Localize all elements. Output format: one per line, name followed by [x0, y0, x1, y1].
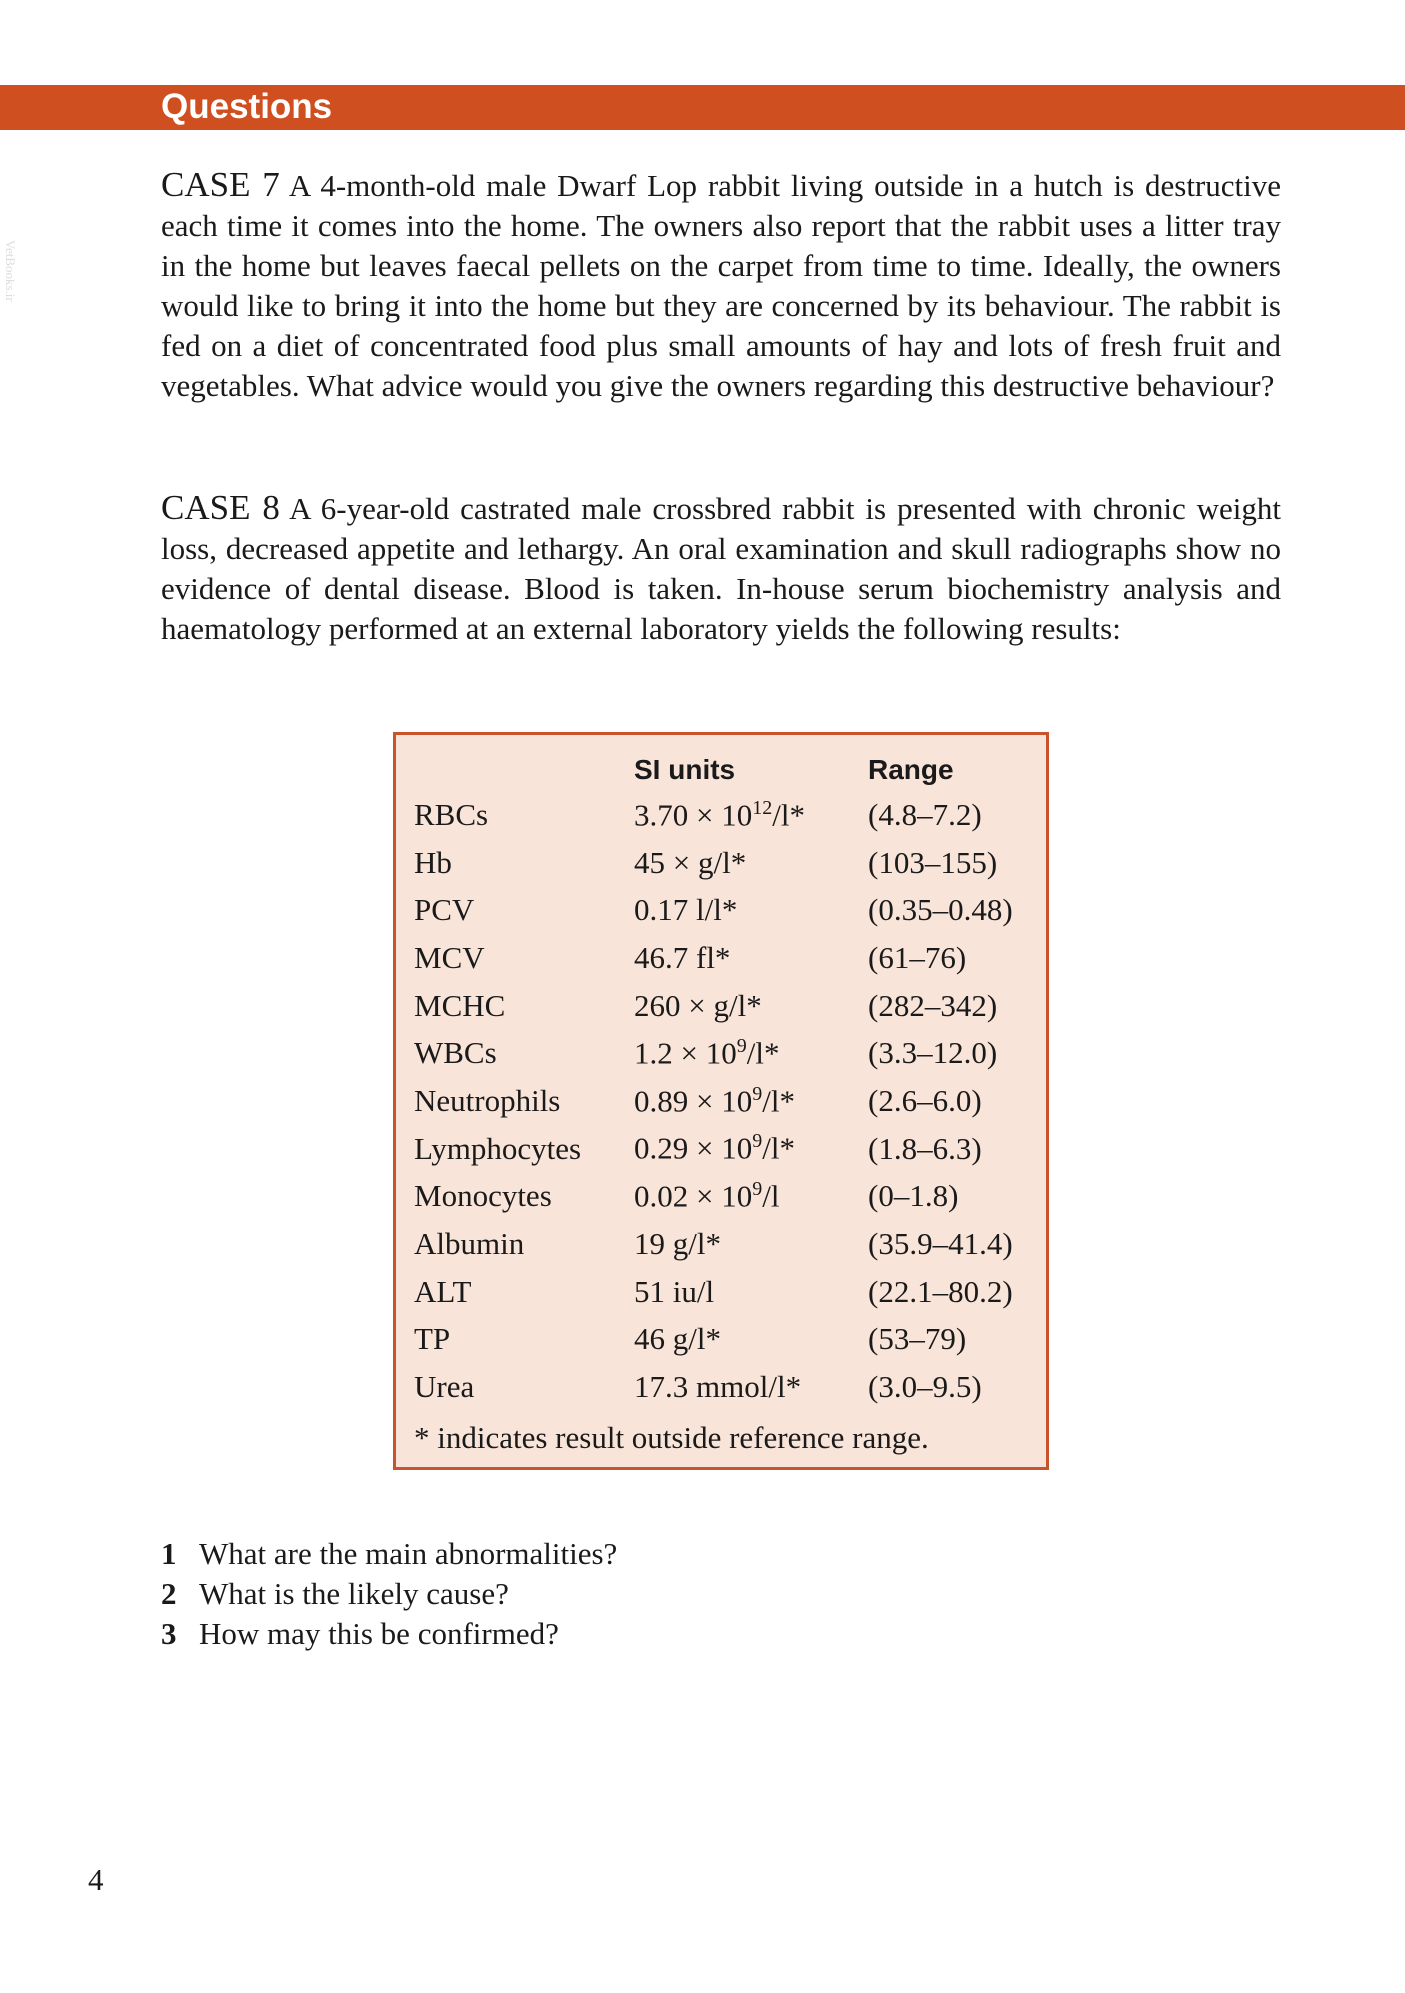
- table-row: [414, 1268, 1038, 1316]
- si-value: [634, 1077, 868, 1125]
- case-8-label: CASE 8: [161, 488, 280, 527]
- column-header-range: Range: [868, 754, 954, 785]
- si-value-main: 45 × g/l*: [634, 844, 747, 880]
- reference-range: (22.1–80.2): [868, 1273, 1013, 1309]
- si-value-exponent: 9: [736, 1035, 747, 1058]
- si-value-exponent: 12: [752, 796, 773, 819]
- table-row: [414, 1316, 1038, 1364]
- parameter-name: WBCs: [414, 1035, 497, 1071]
- si-value: [634, 886, 868, 934]
- si-value: [634, 791, 868, 839]
- question-text: What are the main abnormalities?: [199, 1536, 618, 1571]
- si-value: [634, 1173, 868, 1221]
- si-value-unit: /l*: [762, 1130, 795, 1166]
- si-value-main: 17.3 mmol/l*: [634, 1369, 802, 1405]
- si-value-exponent: 9: [752, 1130, 763, 1153]
- reference-range: (0–1.8): [868, 1178, 959, 1214]
- si-value-exponent: 9: [752, 1082, 763, 1105]
- case-7-label: CASE 7: [161, 165, 280, 204]
- parameter-name: MCV: [414, 939, 485, 975]
- parameter-name: PCV: [414, 892, 475, 928]
- case-7-paragraph: [161, 165, 1281, 406]
- si-value-main: 0.89 × 10: [634, 1083, 753, 1119]
- table-row: [414, 1029, 1038, 1077]
- si-value-unit: /l: [762, 1178, 780, 1214]
- si-value-main: 3.70 × 10: [634, 797, 753, 832]
- si-value-exponent: 9: [752, 1178, 763, 1201]
- question-text: What is the likely cause?: [199, 1576, 509, 1611]
- table-row: [414, 1077, 1038, 1125]
- table-row: [414, 1363, 1038, 1411]
- parameter-name: RBCs: [414, 796, 489, 832]
- parameter-name: Albumin: [414, 1226, 525, 1262]
- si-value: [634, 839, 868, 887]
- si-value-main: 19 g/l*: [634, 1226, 721, 1262]
- si-value-unit: /l*: [762, 1083, 795, 1119]
- si-value: [634, 1363, 868, 1411]
- parameter-name: ALT: [414, 1273, 472, 1309]
- question-item: [161, 1574, 617, 1614]
- reference-range: (61–76): [868, 939, 967, 975]
- si-value: [634, 1316, 868, 1364]
- reference-range: (4.8–7.2): [868, 796, 982, 832]
- case-8-text: A 6-year-old castrated male crossbred rabbit is presented with chronic weight loss, decreased appetite and lethargy. An oral examination and skull radiographs show no evidence of dental disease. Blood is taken. In-house serum biochemistry analysis and haematology performed at an external laboratory yields the following results:: [161, 491, 1282, 646]
- table-row: [414, 1220, 1038, 1268]
- case-8-paragraph: [161, 488, 1281, 649]
- table-footnote: * indicates result outside reference range.: [414, 1420, 929, 1455]
- reference-range: (3.3–12.0): [868, 1035, 998, 1071]
- si-value-main: 46 g/l*: [634, 1321, 721, 1357]
- lab-results-body: [414, 791, 1038, 1411]
- watermark: VetBooks.ir: [3, 240, 18, 302]
- reference-range: (282–342): [868, 987, 998, 1023]
- si-value: [634, 934, 868, 982]
- parameter-name: Urea: [414, 1369, 475, 1405]
- si-value-unit: /l*: [772, 797, 805, 832]
- question-item: [161, 1534, 617, 1574]
- si-value-main: 51 iu/l: [634, 1273, 715, 1309]
- question-number: 1: [161, 1536, 177, 1571]
- reference-range: (2.6–6.0): [868, 1082, 982, 1118]
- questions-list: [161, 1534, 617, 1654]
- parameter-name: Monocytes: [414, 1178, 552, 1214]
- reference-range: (35.9–41.4): [868, 1226, 1013, 1262]
- si-value-main: 260 × g/l*: [634, 987, 762, 1023]
- parameter-name: Hb: [414, 844, 452, 880]
- parameter-name: Lymphocytes: [414, 1130, 582, 1166]
- reference-range: (53–79): [868, 1321, 967, 1357]
- table-row: [414, 1125, 1038, 1173]
- reference-range: (1.8–6.3): [868, 1130, 982, 1166]
- parameter-name: MCHC: [414, 987, 506, 1023]
- si-value-main: 0.02 × 10: [634, 1178, 753, 1214]
- section-title: Questions: [161, 87, 333, 126]
- question-item: [161, 1614, 617, 1654]
- parameter-name: Neutrophils: [414, 1082, 561, 1118]
- si-value-unit: /l*: [746, 1035, 780, 1071]
- lab-results-box: [393, 732, 1049, 1470]
- si-value: [634, 982, 868, 1030]
- table-row: [414, 839, 1038, 887]
- column-header-parameter: [414, 749, 634, 791]
- si-value-main: 0.17 l/l*: [634, 892, 738, 928]
- question-text: How may this be confirmed?: [199, 1616, 559, 1651]
- column-header-si-units: SI units: [634, 754, 736, 785]
- si-value-main: 46.7 fl*: [634, 939, 731, 975]
- si-value-main: 1.2 × 10: [634, 1035, 737, 1071]
- table-row: [414, 886, 1038, 934]
- parameter-name: TP: [414, 1321, 451, 1357]
- lab-results-table: [414, 749, 1038, 1411]
- si-value: [634, 1268, 868, 1316]
- si-value: [634, 1029, 868, 1077]
- table-row: [414, 934, 1038, 982]
- table-row: [414, 791, 1038, 839]
- si-value: [634, 1220, 868, 1268]
- question-number: 2: [161, 1576, 177, 1611]
- reference-range: (0.35–0.48): [868, 892, 1013, 928]
- page-number: 4: [88, 1862, 104, 1897]
- table-row: [414, 1173, 1038, 1221]
- reference-range: (3.0–9.5): [868, 1369, 982, 1405]
- table-row: [414, 982, 1038, 1030]
- question-number: 3: [161, 1616, 177, 1651]
- table-header-row: [414, 749, 1038, 791]
- reference-range: (103–155): [868, 844, 998, 880]
- case-7-text: A 4-month-old male Dwarf Lop rabbit living outside in a hutch is destructive each time it comes into the home. The owners also report that the rabbit uses a litter tray in the home but leaves faecal pellets on the carpet from time to time. Ideally, the owners would like to bring it into the home but they are concerned by its behaviour. The rabbit is fed on a diet of concentrated food plus small amounts of hay and lots of fresh fruit and vegetables. What advice would you give the owners regarding this destructive behaviour?: [161, 168, 1281, 403]
- section-header-bar: [0, 85, 1405, 130]
- si-value-main: 0.29 × 10: [634, 1130, 753, 1166]
- si-value: [634, 1125, 868, 1173]
